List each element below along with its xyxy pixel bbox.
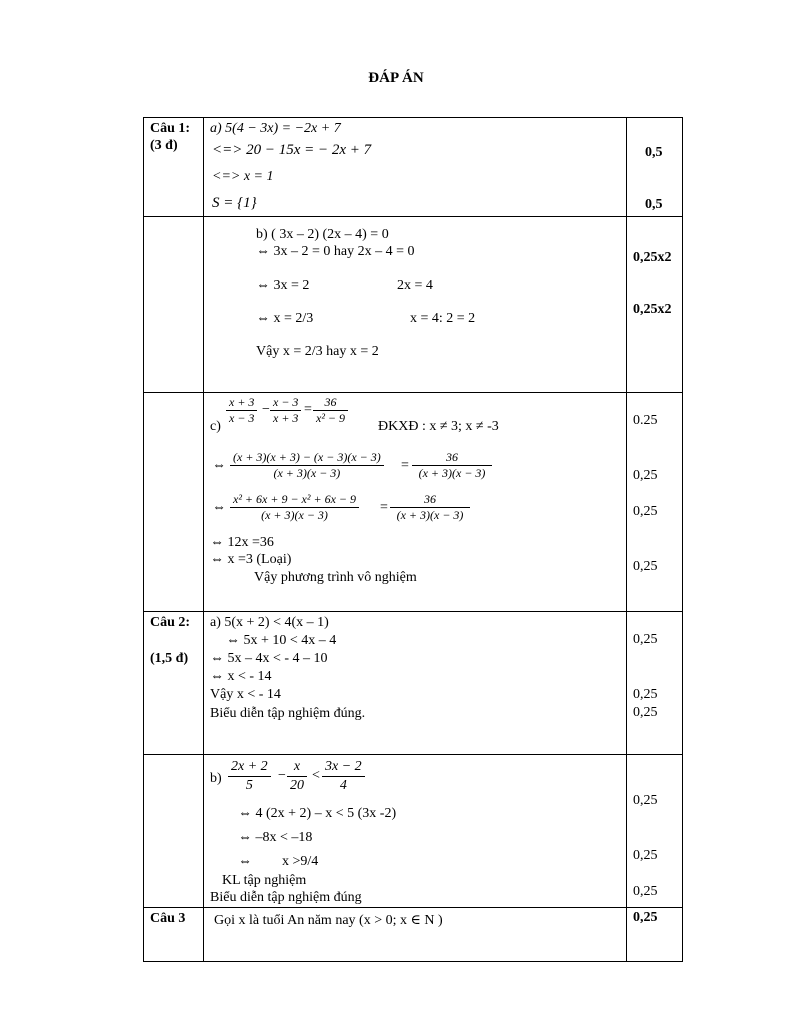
question-3-label: Câu 3	[150, 911, 186, 926]
q2a-line-5: Vậy x < - 14	[210, 687, 281, 702]
q1c-iff-2: ⇔	[212, 500, 226, 515]
q1a-line-4: S = {1}	[212, 195, 257, 211]
q2b-prefix: b)	[210, 771, 222, 786]
q2a-score-1: 0,25	[633, 632, 658, 647]
column-divider-label	[203, 117, 204, 962]
q2a-line-3: ⇔ 5x – 4x < - 4 – 10	[210, 651, 328, 666]
q1c-fraction-6: x² + 6x + 9 − x² + 6x − 9 (x + 3)(x − 3)	[230, 492, 359, 523]
q2b-less-than: <	[312, 768, 320, 783]
row-divider	[143, 907, 683, 908]
row-divider	[143, 392, 683, 393]
q1c-line-4: ⇔ 12x =36	[210, 535, 274, 550]
q1c-score-4: 0,25	[633, 559, 658, 574]
q1b-score-1: 0,25x2	[633, 250, 672, 265]
q2b-line-6: Biểu diễn tập nghiệm đúng	[210, 890, 362, 905]
q1c-fraction-1: x + 3 x − 3	[226, 395, 257, 426]
q2a-score-2: 0,25	[633, 687, 658, 702]
q2b-fraction-3: 3x − 2 4	[322, 758, 365, 795]
q2b-fraction-2: x 20	[287, 758, 307, 795]
q2a-line-4: ⇔ x < - 14	[210, 669, 272, 684]
q2b-score-1: 0,25	[633, 793, 658, 808]
q2b-line-4a: ⇔	[238, 854, 252, 869]
q1c-fraction-2: x − 3 x + 3	[270, 395, 301, 426]
q2b-line-3: ⇔ –8x < –18	[238, 830, 313, 845]
q1c-fraction-5: 36 (x + 3)(x − 3)	[412, 450, 492, 481]
q2b-fraction-1: 2x + 2 5	[228, 758, 271, 795]
q2b-line-5: KL tập nghiệm	[222, 873, 307, 888]
q1c-iff-1: ⇔	[212, 458, 226, 473]
q1b-line-2: ⇔ 3x – 2 = 0 hay 2x – 4 = 0	[256, 244, 415, 259]
q3-score-1: 0,25	[633, 910, 658, 925]
q1a-line-1: a) 5(4 − 3x) = −2x + 7	[210, 121, 341, 136]
q2a-score-3: 0,25	[633, 705, 658, 720]
q1c-fraction-4: (x + 3)(x + 3) − (x − 3)(x − 3) (x + 3)(x − 3)	[230, 450, 384, 481]
q1c-score-1: 0.25	[633, 413, 658, 428]
column-divider-score	[626, 117, 627, 962]
q1c-fraction-3: 36 x² − 9	[313, 395, 348, 426]
q1a-line-3: <=> x = 1	[212, 169, 274, 184]
row-divider	[143, 754, 683, 755]
q1c-score-3: 0,25	[633, 504, 658, 519]
question-1-label: Câu 1:	[150, 121, 191, 136]
row-divider	[143, 611, 683, 612]
q1c-equals-3: =	[380, 500, 388, 515]
q1b-line-5: Vậy x = 2/3 hay x = 2	[256, 344, 379, 359]
q1b-line-3a: ⇔ 3x = 2	[256, 278, 310, 293]
q1a-line-2: <=> 20 − 15x = − 2x + 7	[212, 142, 372, 158]
question-1-points: (3 đ)	[150, 138, 178, 153]
q1c-equals: =	[304, 402, 312, 417]
q3-line-1: Gọi x là tuổi An năm nay (x > 0; x ∈ N )	[214, 913, 443, 928]
q1a-score-2: 0,5	[645, 197, 663, 212]
q2a-line-2: ⇔ 5x + 10 < 4x – 4	[226, 633, 337, 648]
q1b-score-2: 0,25x2	[633, 302, 672, 317]
question-2-label: Câu 2:	[150, 615, 191, 630]
q1c-score-2: 0,25	[633, 468, 658, 483]
q2a-line-1: a) 5(x + 2) < 4(x – 1)	[210, 615, 329, 630]
q2b-score-2: 0,25	[633, 848, 658, 863]
q1c-prefix: c)	[210, 419, 221, 434]
q1c-fraction-7: 36 (x + 3)(x − 3)	[390, 492, 470, 523]
q1b-line-4b: x = 4: 2 = 2	[410, 311, 476, 326]
q2b-line-2: ⇔ 4 (2x + 2) – x < 5 (3x -2)	[238, 806, 397, 821]
q2a-line-6: Biểu diễn tập nghiệm đúng.	[210, 706, 366, 721]
question-2-points: (1,5 đ)	[150, 651, 189, 666]
q1c-equals-2: =	[401, 458, 409, 473]
q2b-minus: −	[278, 768, 286, 783]
q1b-line-3b: 2x = 4	[397, 278, 433, 293]
q1c-line-5: ⇔ x =3 (Loại)	[210, 552, 292, 567]
q1b-line-4a: ⇔ x = 2/3	[256, 311, 314, 326]
q1c-condition: ĐKXĐ : x ≠ 3; x ≠ -3	[378, 419, 499, 434]
q1c-line-6: Vậy phương trình vô nghiệm	[254, 570, 417, 585]
row-divider	[143, 216, 683, 217]
q1a-score-1: 0,5	[645, 145, 663, 160]
q2b-line-4b: x >9/4	[282, 854, 319, 869]
q1c-minus: −	[262, 402, 270, 417]
q2b-score-3: 0,25	[633, 884, 658, 899]
page-title: ĐÁP ÁN	[368, 70, 424, 86]
q1b-line-1: b) ( 3x – 2) (2x – 4) = 0	[256, 227, 389, 242]
